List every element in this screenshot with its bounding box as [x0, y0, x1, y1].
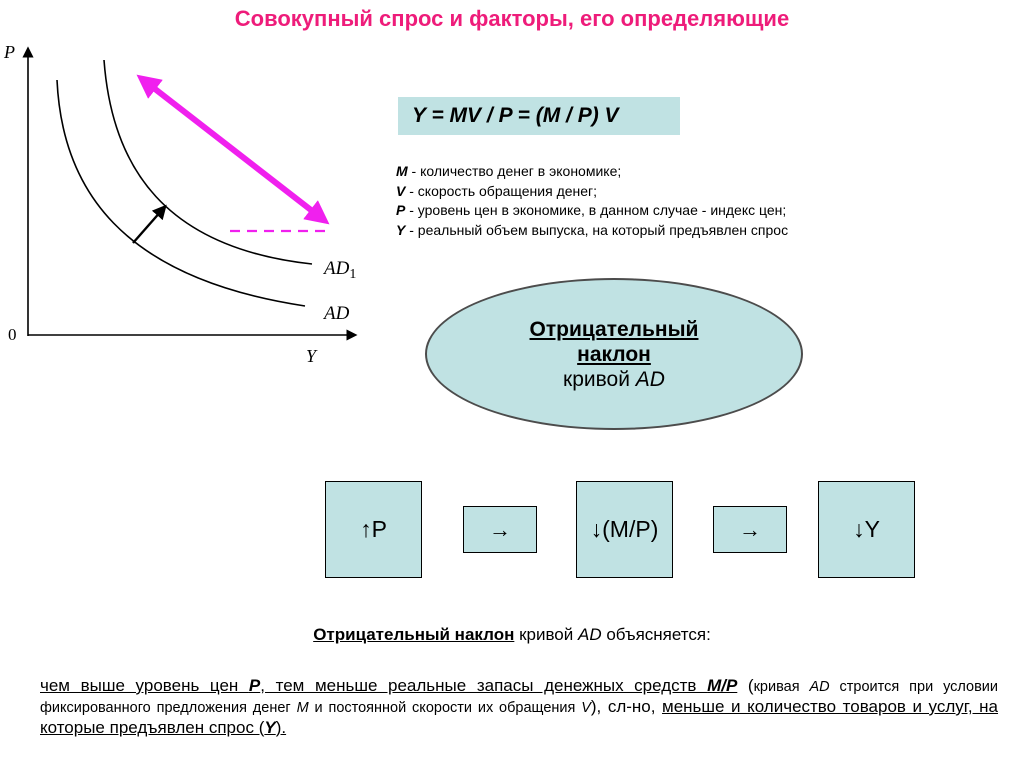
- definition-m: M - количество денег в экономике;: [396, 163, 622, 179]
- ad1-label: $AD_1$: [324, 258, 357, 282]
- ellipse-line-3: кривой AD: [563, 367, 665, 391]
- chain-arrow-1: →: [463, 506, 537, 553]
- definitions-list: [396, 162, 788, 240]
- negative-slope-ellipse: [425, 278, 803, 430]
- output-down-box: ↓Y: [818, 481, 915, 578]
- definition-p: P - уровень цен в экономике, в данном случае - индекс цен;: [396, 202, 787, 218]
- definition-v: V - скорость обращения денег;: [396, 182, 598, 199]
- origin-label: 0: [8, 325, 17, 344]
- price-up-box: ↑P: [325, 481, 422, 578]
- real-money-down-box: ↓(M/P): [576, 481, 673, 578]
- y-axis-label: P: [4, 42, 15, 62]
- ellipse-line-1: Отрицательный: [529, 317, 699, 341]
- ad1-curve: [104, 60, 312, 264]
- slide-title: Совокупный спрос и факторы, его определяющие: [234, 6, 790, 31]
- pink-double-arrow: [146, 82, 320, 217]
- ad-label: AD: [324, 303, 350, 324]
- explanation-heading: Отрицательный наклон кривой AD объясняется:: [313, 625, 711, 644]
- explanation-text: чем выше уровень цен P, тем меньше реальные запасы денежных средств M/P (кривая AD строится при условии фиксированного предложения денег M и постоянной скорости их обращения V), сл-но, меньше и количество товаров и услуг, на которые предъявлен спрос (Y).: [40, 676, 999, 737]
- definition-y: Y - реальный объем выпуска, на который предъявлен спрос: [396, 221, 789, 238]
- ad-graph: [0, 38, 380, 368]
- quantity-equation: Y = MV / P = (M / P) V: [398, 97, 680, 135]
- x-axis-label: Y: [306, 346, 317, 366]
- ellipse-line-2: наклон: [577, 342, 651, 366]
- shift-arrow: [133, 210, 162, 243]
- chain-arrow-2: →: [713, 506, 787, 553]
- ad-curve: [57, 80, 305, 306]
